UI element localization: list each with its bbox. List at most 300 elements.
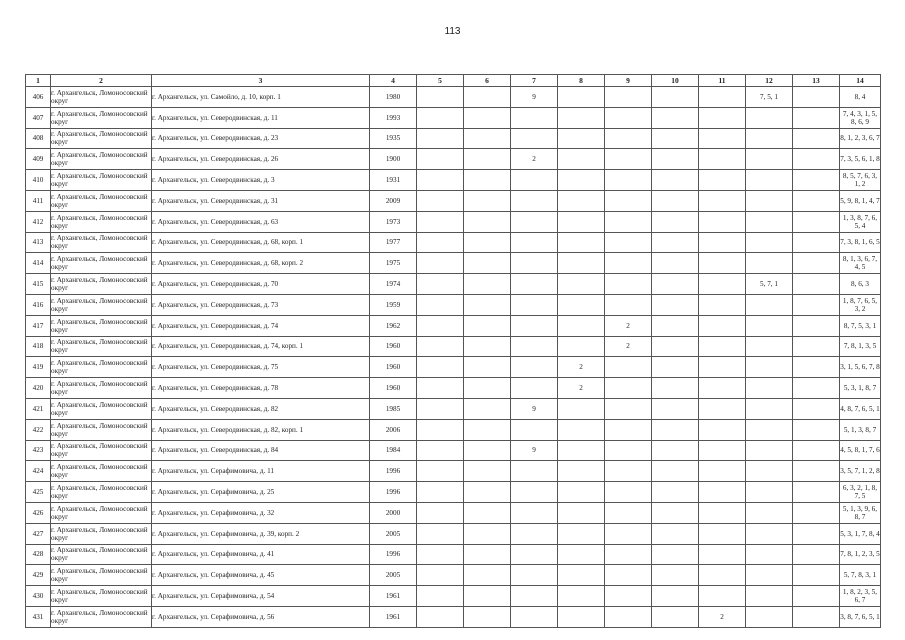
cell-col-4: 1980 bbox=[370, 87, 417, 108]
cell-col-1: 429 bbox=[26, 565, 51, 586]
cell-col-6 bbox=[464, 315, 511, 336]
cell-col-3: г. Архангельск, ул. Серафимовича, д. 54 bbox=[152, 586, 370, 607]
cell-col-6 bbox=[464, 336, 511, 357]
table-row bbox=[26, 87, 881, 108]
cell-col-6 bbox=[464, 357, 511, 378]
cell-col-14: 6, 3, 2, 1, 8, 7, 5 bbox=[840, 482, 881, 503]
cell-col-1: 424 bbox=[26, 461, 51, 482]
table-row bbox=[26, 294, 881, 315]
cell-col-9 bbox=[605, 357, 652, 378]
cell-col-12 bbox=[746, 336, 793, 357]
cell-col-2: г. Архангельск, Ломоносовский округ bbox=[51, 294, 152, 315]
cell-col-1: 408 bbox=[26, 128, 51, 149]
cell-col-3: г. Архангельск, ул. Северодвинская, д. 31 bbox=[152, 190, 370, 211]
cell-col-14: 7, 4, 3, 1, 5, 8, 6, 9 bbox=[840, 107, 881, 128]
cell-col-7 bbox=[511, 461, 558, 482]
cell-col-3: г. Архангельск, ул. Серафимовича, д. 32 bbox=[152, 502, 370, 523]
cell-col-9 bbox=[605, 274, 652, 295]
cell-col-8 bbox=[558, 190, 605, 211]
cell-col-8 bbox=[558, 107, 605, 128]
cell-col-12 bbox=[746, 482, 793, 503]
column-header-3: 3 bbox=[152, 75, 370, 87]
cell-col-3: г. Архангельск, ул. Северодвинская, д. 82 bbox=[152, 398, 370, 419]
cell-col-2: г. Архангельск, Ломоносовский округ bbox=[51, 190, 152, 211]
cell-col-12: 5, 7, 1 bbox=[746, 274, 793, 295]
table-row bbox=[26, 336, 881, 357]
cell-col-4: 1996 bbox=[370, 544, 417, 565]
cell-col-3: г. Архангельск, ул. Северодвинская, д. 75 bbox=[152, 357, 370, 378]
table-row bbox=[26, 170, 881, 191]
cell-col-8 bbox=[558, 502, 605, 523]
cell-col-6 bbox=[464, 565, 511, 586]
cell-col-5 bbox=[417, 274, 464, 295]
cell-col-13 bbox=[793, 544, 840, 565]
cell-col-13 bbox=[793, 419, 840, 440]
cell-col-9 bbox=[605, 232, 652, 253]
cell-col-10 bbox=[652, 357, 699, 378]
cell-col-10 bbox=[652, 253, 699, 274]
cell-col-5 bbox=[417, 440, 464, 461]
cell-col-14: 8, 4 bbox=[840, 87, 881, 108]
table-row bbox=[26, 378, 881, 399]
cell-col-7 bbox=[511, 482, 558, 503]
cell-col-9 bbox=[605, 606, 652, 627]
cell-col-4: 1959 bbox=[370, 294, 417, 315]
cell-col-1: 426 bbox=[26, 502, 51, 523]
cell-col-8 bbox=[558, 482, 605, 503]
cell-col-4: 1935 bbox=[370, 128, 417, 149]
table-row bbox=[26, 253, 881, 274]
cell-col-3: г. Архангельск, ул. Северодвинская, д. 74 bbox=[152, 315, 370, 336]
table-row bbox=[26, 419, 881, 440]
cell-col-6 bbox=[464, 523, 511, 544]
cell-col-14: 3, 1, 5, 6, 7, 8 bbox=[840, 357, 881, 378]
cell-col-11 bbox=[699, 107, 746, 128]
cell-col-1: 406 bbox=[26, 87, 51, 108]
cell-col-11 bbox=[699, 232, 746, 253]
cell-col-10 bbox=[652, 315, 699, 336]
cell-col-5 bbox=[417, 523, 464, 544]
cell-col-4: 1993 bbox=[370, 107, 417, 128]
cell-col-5 bbox=[417, 107, 464, 128]
cell-col-1: 413 bbox=[26, 232, 51, 253]
cell-col-13 bbox=[793, 586, 840, 607]
cell-col-8 bbox=[558, 128, 605, 149]
cell-col-1: 416 bbox=[26, 294, 51, 315]
cell-col-7 bbox=[511, 606, 558, 627]
cell-col-14: 8, 1, 3, 6, 7, 4, 5 bbox=[840, 253, 881, 274]
cell-col-2: г. Архангельск, Ломоносовский округ bbox=[51, 315, 152, 336]
cell-col-12 bbox=[746, 190, 793, 211]
cell-col-12 bbox=[746, 461, 793, 482]
cell-col-14: 4, 8, 7, 6, 5, 1 bbox=[840, 398, 881, 419]
page-number: 113 bbox=[444, 26, 461, 37]
cell-col-7 bbox=[511, 274, 558, 295]
cell-col-9 bbox=[605, 398, 652, 419]
cell-col-2: г. Архангельск, Ломоносовский округ bbox=[51, 482, 152, 503]
cell-col-4: 1973 bbox=[370, 211, 417, 232]
cell-col-13 bbox=[793, 294, 840, 315]
cell-col-9 bbox=[605, 149, 652, 170]
cell-col-11 bbox=[699, 128, 746, 149]
cell-col-4: 1984 bbox=[370, 440, 417, 461]
cell-col-5 bbox=[417, 357, 464, 378]
column-header-8: 8 bbox=[558, 75, 605, 87]
cell-col-3: г. Архангельск, ул. Северодвинская, д. 68, корп. 2 bbox=[152, 253, 370, 274]
cell-col-12 bbox=[746, 253, 793, 274]
cell-col-14: 5, 3, 1, 8, 7 bbox=[840, 378, 881, 399]
table-row bbox=[26, 502, 881, 523]
cell-col-2: г. Архангельск, Ломоносовский округ bbox=[51, 378, 152, 399]
cell-col-13 bbox=[793, 315, 840, 336]
cell-col-11 bbox=[699, 544, 746, 565]
cell-col-2: г. Архангельск, Ломоносовский округ bbox=[51, 87, 152, 108]
cell-col-1: 411 bbox=[26, 190, 51, 211]
cell-col-4: 1931 bbox=[370, 170, 417, 191]
cell-col-8 bbox=[558, 87, 605, 108]
cell-col-4: 1996 bbox=[370, 461, 417, 482]
cell-col-14: 8, 7, 5, 3, 1 bbox=[840, 315, 881, 336]
table-row bbox=[26, 398, 881, 419]
cell-col-11 bbox=[699, 170, 746, 191]
cell-col-3: г. Архангельск, ул. Северодвинская, д. 74, корп. 1 bbox=[152, 336, 370, 357]
table-row bbox=[26, 211, 881, 232]
cell-col-10 bbox=[652, 378, 699, 399]
cell-col-14: 1, 8, 7, 6, 5, 3, 2 bbox=[840, 294, 881, 315]
cell-col-2: г. Архангельск, Ломоносовский округ bbox=[51, 170, 152, 191]
cell-col-5 bbox=[417, 378, 464, 399]
cell-col-11 bbox=[699, 87, 746, 108]
cell-col-12 bbox=[746, 128, 793, 149]
cell-col-13 bbox=[793, 440, 840, 461]
cell-col-5 bbox=[417, 336, 464, 357]
cell-col-9 bbox=[605, 544, 652, 565]
cell-col-5 bbox=[417, 253, 464, 274]
cell-col-5 bbox=[417, 461, 464, 482]
cell-col-14: 7, 8, 1, 2, 3, 5 bbox=[840, 544, 881, 565]
cell-col-2: г. Архангельск, Ломоносовский округ bbox=[51, 419, 152, 440]
cell-col-2: г. Архангельск, Ломоносовский округ bbox=[51, 544, 152, 565]
table-row bbox=[26, 544, 881, 565]
cell-col-6 bbox=[464, 253, 511, 274]
cell-col-7 bbox=[511, 523, 558, 544]
cell-col-6 bbox=[464, 482, 511, 503]
cell-col-8 bbox=[558, 419, 605, 440]
table-row bbox=[26, 357, 881, 378]
table-row bbox=[26, 586, 881, 607]
cell-col-5 bbox=[417, 315, 464, 336]
cell-col-12 bbox=[746, 107, 793, 128]
cell-col-5 bbox=[417, 586, 464, 607]
cell-col-10 bbox=[652, 107, 699, 128]
cell-col-11 bbox=[699, 211, 746, 232]
table-row bbox=[26, 107, 881, 128]
cell-col-8: 2 bbox=[558, 378, 605, 399]
cell-col-7 bbox=[511, 544, 558, 565]
cell-col-10 bbox=[652, 586, 699, 607]
cell-col-14: 8, 6, 3 bbox=[840, 274, 881, 295]
cell-col-3: г. Архангельск, ул. Северодвинская, д. 73 bbox=[152, 294, 370, 315]
cell-col-1: 412 bbox=[26, 211, 51, 232]
cell-col-10 bbox=[652, 606, 699, 627]
cell-col-14: 7, 3, 8, 1, 6, 5 bbox=[840, 232, 881, 253]
cell-col-7 bbox=[511, 232, 558, 253]
cell-col-6 bbox=[464, 149, 511, 170]
cell-col-3: г. Архангельск, ул. Северодвинская, д. 11 bbox=[152, 107, 370, 128]
cell-col-9 bbox=[605, 128, 652, 149]
cell-col-7 bbox=[511, 211, 558, 232]
cell-col-3: г. Архангельск, ул. Северодвинская, д. 23 bbox=[152, 128, 370, 149]
table-row bbox=[26, 190, 881, 211]
cell-col-13 bbox=[793, 274, 840, 295]
cell-col-7: 9 bbox=[511, 440, 558, 461]
cell-col-8 bbox=[558, 586, 605, 607]
cell-col-9 bbox=[605, 565, 652, 586]
cell-col-10 bbox=[652, 274, 699, 295]
table-row bbox=[26, 565, 881, 586]
cell-col-6 bbox=[464, 606, 511, 627]
cell-col-7 bbox=[511, 336, 558, 357]
cell-col-11 bbox=[699, 419, 746, 440]
cell-col-5 bbox=[417, 606, 464, 627]
cell-col-3: г. Архангельск, ул. Серафимовича, д. 41 bbox=[152, 544, 370, 565]
cell-col-2: г. Архангельск, Ломоносовский округ bbox=[51, 586, 152, 607]
cell-col-13 bbox=[793, 606, 840, 627]
cell-col-5 bbox=[417, 565, 464, 586]
cell-col-4: 2006 bbox=[370, 419, 417, 440]
cell-col-8 bbox=[558, 315, 605, 336]
cell-col-6 bbox=[464, 232, 511, 253]
cell-col-7 bbox=[511, 419, 558, 440]
table-row bbox=[26, 149, 881, 170]
cell-col-10 bbox=[652, 170, 699, 191]
cell-col-13 bbox=[793, 128, 840, 149]
cell-col-4: 1960 bbox=[370, 357, 417, 378]
cell-col-13 bbox=[793, 357, 840, 378]
column-header-1: 1 bbox=[26, 75, 51, 87]
cell-col-1: 423 bbox=[26, 440, 51, 461]
cell-col-9 bbox=[605, 87, 652, 108]
cell-col-3: г. Архангельск, ул. Северодвинская, д. 3 bbox=[152, 170, 370, 191]
cell-col-9 bbox=[605, 190, 652, 211]
cell-col-2: г. Архангельск, Ломоносовский округ bbox=[51, 523, 152, 544]
cell-col-1: 419 bbox=[26, 357, 51, 378]
cell-col-9: 2 bbox=[605, 315, 652, 336]
cell-col-4: 1974 bbox=[370, 274, 417, 295]
cell-col-11 bbox=[699, 565, 746, 586]
cell-col-5 bbox=[417, 232, 464, 253]
cell-col-12 bbox=[746, 606, 793, 627]
cell-col-4: 2009 bbox=[370, 190, 417, 211]
cell-col-11 bbox=[699, 357, 746, 378]
cell-col-7: 9 bbox=[511, 87, 558, 108]
cell-col-10 bbox=[652, 565, 699, 586]
cell-col-12 bbox=[746, 565, 793, 586]
cell-col-9 bbox=[605, 502, 652, 523]
cell-col-14: 5, 3, 1, 7, 8, 4 bbox=[840, 523, 881, 544]
cell-col-5 bbox=[417, 149, 464, 170]
table-body bbox=[26, 87, 881, 628]
cell-col-8 bbox=[558, 440, 605, 461]
cell-col-3: г. Архангельск, ул. Серафимовича, д. 45 bbox=[152, 565, 370, 586]
cell-col-9 bbox=[605, 482, 652, 503]
table-row bbox=[26, 482, 881, 503]
cell-col-8 bbox=[558, 606, 605, 627]
cell-col-4: 1961 bbox=[370, 586, 417, 607]
cell-col-9 bbox=[605, 378, 652, 399]
cell-col-10 bbox=[652, 419, 699, 440]
cell-col-13 bbox=[793, 336, 840, 357]
cell-col-11 bbox=[699, 440, 746, 461]
cell-col-1: 431 bbox=[26, 606, 51, 627]
cell-col-1: 420 bbox=[26, 378, 51, 399]
cell-col-1: 418 bbox=[26, 336, 51, 357]
cell-col-6 bbox=[464, 107, 511, 128]
cell-col-13 bbox=[793, 107, 840, 128]
cell-col-9 bbox=[605, 294, 652, 315]
cell-col-11 bbox=[699, 274, 746, 295]
cell-col-7 bbox=[511, 294, 558, 315]
cell-col-4: 1962 bbox=[370, 315, 417, 336]
cell-col-1: 417 bbox=[26, 315, 51, 336]
column-header-4: 4 bbox=[370, 75, 417, 87]
cell-col-2: г. Архангельск, Ломоносовский округ bbox=[51, 336, 152, 357]
header-row bbox=[26, 75, 881, 87]
cell-col-2: г. Архангельск, Ломоносовский округ bbox=[51, 253, 152, 274]
cell-col-10 bbox=[652, 461, 699, 482]
cell-col-2: г. Архангельск, Ломоносовский округ bbox=[51, 606, 152, 627]
cell-col-7 bbox=[511, 586, 558, 607]
cell-col-14: 8, 1, 2, 3, 6, 7 bbox=[840, 128, 881, 149]
cell-col-3: г. Архангельск, ул. Северодвинская, д. 26 bbox=[152, 149, 370, 170]
cell-col-9 bbox=[605, 419, 652, 440]
cell-col-6 bbox=[464, 586, 511, 607]
cell-col-14: 4, 5, 8, 1, 7, 6 bbox=[840, 440, 881, 461]
cell-col-13 bbox=[793, 253, 840, 274]
cell-col-11 bbox=[699, 378, 746, 399]
cell-col-7: 2 bbox=[511, 149, 558, 170]
cell-col-12 bbox=[746, 357, 793, 378]
cell-col-6 bbox=[464, 461, 511, 482]
cell-col-2: г. Архангельск, Ломоносовский округ bbox=[51, 440, 152, 461]
cell-col-7 bbox=[511, 378, 558, 399]
cell-col-11 bbox=[699, 398, 746, 419]
cell-col-8 bbox=[558, 398, 605, 419]
cell-col-10 bbox=[652, 544, 699, 565]
cell-col-7 bbox=[511, 565, 558, 586]
cell-col-8 bbox=[558, 544, 605, 565]
cell-col-7 bbox=[511, 170, 558, 191]
cell-col-11 bbox=[699, 253, 746, 274]
column-header-2: 2 bbox=[51, 75, 152, 87]
cell-col-9 bbox=[605, 107, 652, 128]
cell-col-8 bbox=[558, 461, 605, 482]
cell-col-3: г. Архангельск, ул. Северодвинская, д. 63 bbox=[152, 211, 370, 232]
cell-col-13 bbox=[793, 170, 840, 191]
cell-col-2: г. Архангельск, Ломоносовский округ bbox=[51, 461, 152, 482]
cell-col-8 bbox=[558, 232, 605, 253]
cell-col-10 bbox=[652, 294, 699, 315]
cell-col-3: г. Архангельск, ул. Северодвинская, д. 82, корп. 1 bbox=[152, 419, 370, 440]
cell-col-8: 2 bbox=[558, 357, 605, 378]
cell-col-9 bbox=[605, 170, 652, 191]
cell-col-5 bbox=[417, 87, 464, 108]
cell-col-11 bbox=[699, 461, 746, 482]
cell-col-13 bbox=[793, 523, 840, 544]
cell-col-12 bbox=[746, 170, 793, 191]
cell-col-7 bbox=[511, 253, 558, 274]
cell-col-3: г. Архангельск, ул. Серафимовича, д. 56 bbox=[152, 606, 370, 627]
cell-col-12 bbox=[746, 544, 793, 565]
cell-col-6 bbox=[464, 398, 511, 419]
cell-col-10 bbox=[652, 211, 699, 232]
cell-col-12 bbox=[746, 502, 793, 523]
cell-col-6 bbox=[464, 544, 511, 565]
cell-col-6 bbox=[464, 419, 511, 440]
cell-col-10 bbox=[652, 336, 699, 357]
column-header-6: 6 bbox=[464, 75, 511, 87]
cell-col-1: 414 bbox=[26, 253, 51, 274]
cell-col-2: г. Архангельск, Ломоносовский округ bbox=[51, 502, 152, 523]
cell-col-6 bbox=[464, 294, 511, 315]
column-header-11: 11 bbox=[699, 75, 746, 87]
cell-col-8 bbox=[558, 523, 605, 544]
cell-col-11 bbox=[699, 523, 746, 544]
table-row bbox=[26, 606, 881, 627]
cell-col-9 bbox=[605, 523, 652, 544]
cell-col-11 bbox=[699, 149, 746, 170]
cell-col-13 bbox=[793, 565, 840, 586]
column-header-13: 13 bbox=[793, 75, 840, 87]
cell-col-12 bbox=[746, 294, 793, 315]
cell-col-4: 1900 bbox=[370, 149, 417, 170]
table-row bbox=[26, 128, 881, 149]
cell-col-1: 415 bbox=[26, 274, 51, 295]
cell-col-14: 7, 8, 1, 3, 5 bbox=[840, 336, 881, 357]
registry-table bbox=[25, 74, 881, 628]
cell-col-2: г. Архангельск, Ломоносовский округ bbox=[51, 107, 152, 128]
cell-col-4: 2005 bbox=[370, 565, 417, 586]
cell-col-7 bbox=[511, 128, 558, 149]
cell-col-2: г. Архангельск, Ломоносовский округ bbox=[51, 149, 152, 170]
cell-col-13 bbox=[793, 87, 840, 108]
cell-col-8 bbox=[558, 253, 605, 274]
cell-col-4: 1977 bbox=[370, 232, 417, 253]
cell-col-1: 425 bbox=[26, 482, 51, 503]
cell-col-6 bbox=[464, 502, 511, 523]
cell-col-14: 7, 3, 5, 6, 1, 8 bbox=[840, 149, 881, 170]
cell-col-13 bbox=[793, 398, 840, 419]
cell-col-10 bbox=[652, 482, 699, 503]
cell-col-5 bbox=[417, 294, 464, 315]
cell-col-1: 409 bbox=[26, 149, 51, 170]
cell-col-12 bbox=[746, 315, 793, 336]
cell-col-13 bbox=[793, 232, 840, 253]
cell-col-12 bbox=[746, 378, 793, 399]
cell-col-4: 2000 bbox=[370, 502, 417, 523]
cell-col-2: г. Архангельск, Ломоносовский округ bbox=[51, 232, 152, 253]
cell-col-2: г. Архангельск, Ломоносовский округ bbox=[51, 398, 152, 419]
cell-col-14: 8, 5, 7, 6, 3, 1, 2 bbox=[840, 170, 881, 191]
cell-col-14: 5, 7, 8, 3, 1 bbox=[840, 565, 881, 586]
cell-col-10 bbox=[652, 149, 699, 170]
cell-col-6 bbox=[464, 274, 511, 295]
table-row bbox=[26, 315, 881, 336]
cell-col-10 bbox=[652, 440, 699, 461]
cell-col-3: г. Архангельск, ул. Самойло, д. 10, корп. 1 bbox=[152, 87, 370, 108]
table-row bbox=[26, 232, 881, 253]
table-row bbox=[26, 461, 881, 482]
